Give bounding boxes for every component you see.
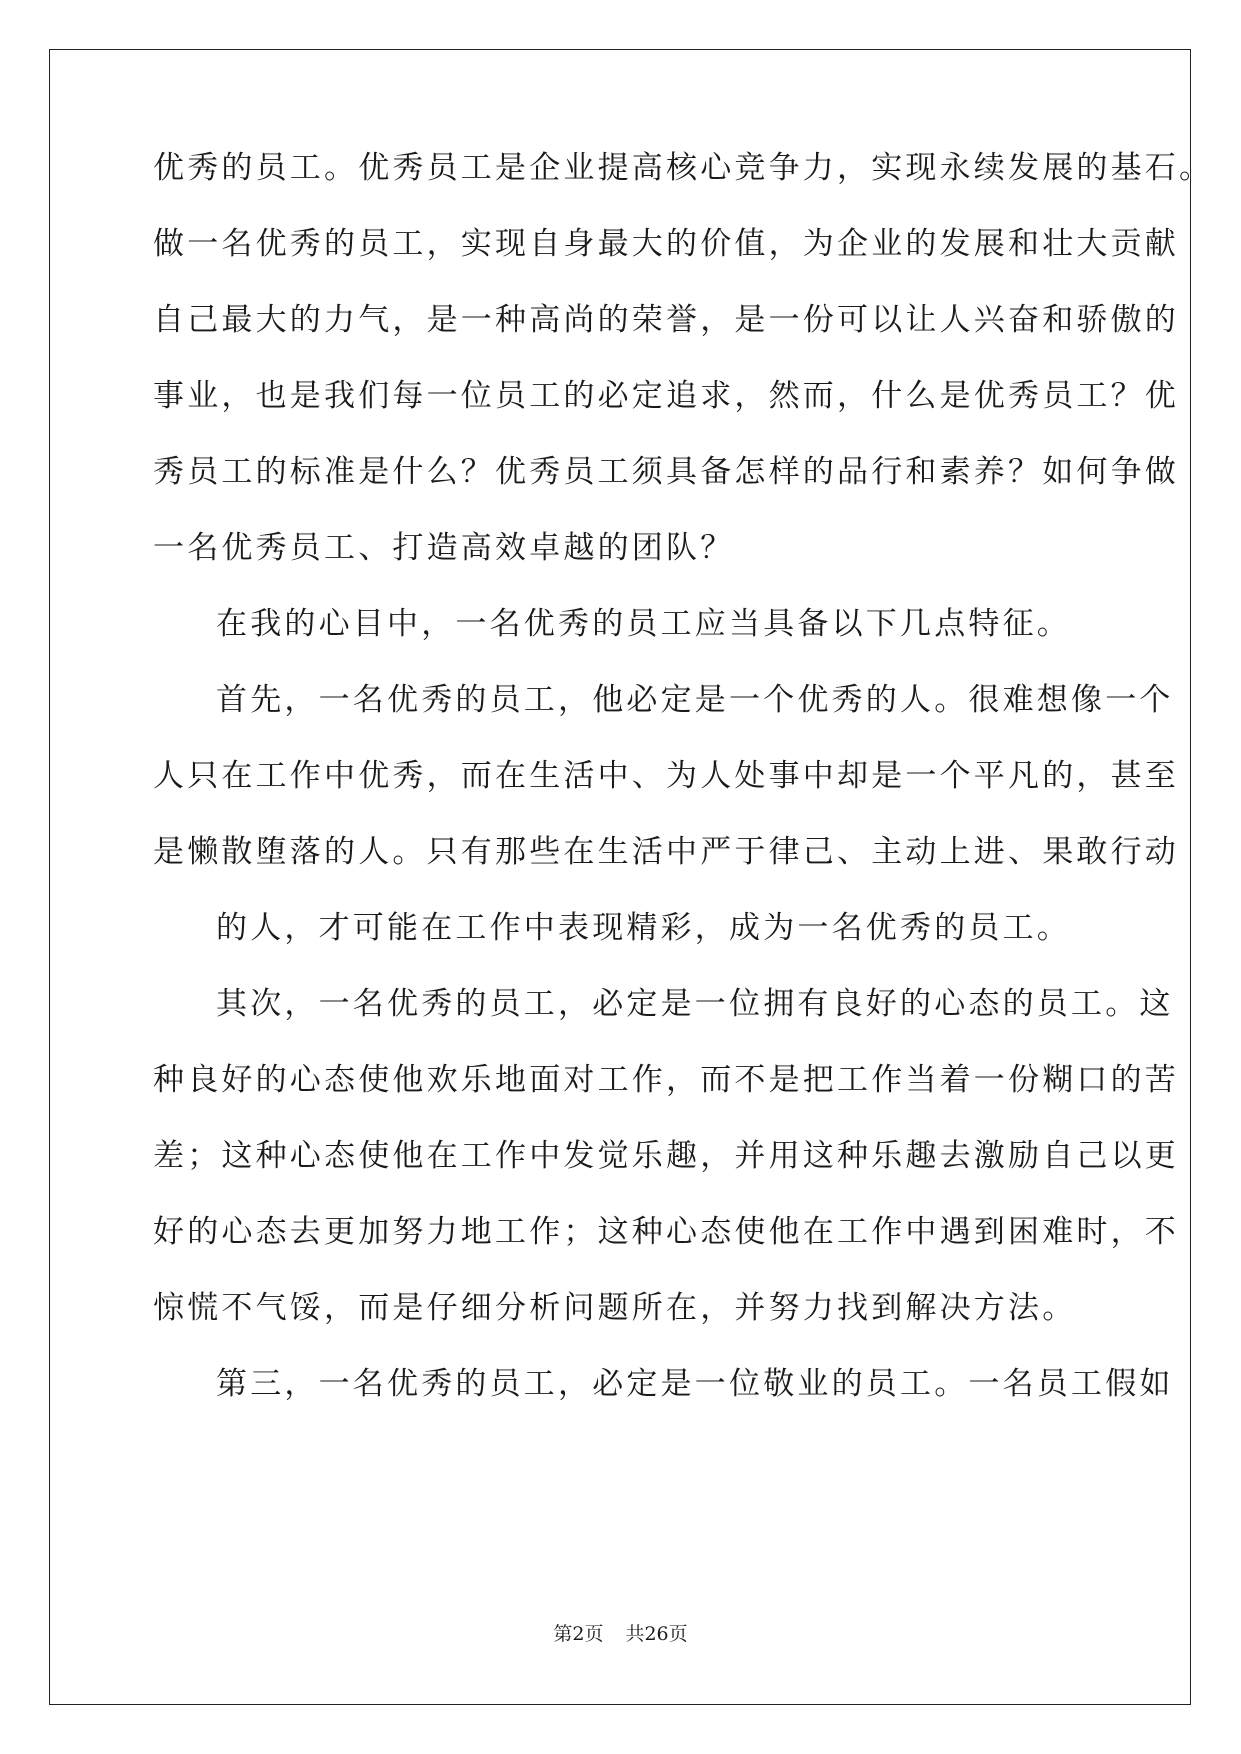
body-text-line: 是懒散堕落的人。只有那些在生活中严于律己、主动上进、果敢行动	[153, 834, 1179, 870]
body-text-line: 一名优秀员工、打造高效卓越的团队？	[153, 530, 735, 566]
body-text-line: 做一名优秀的员工，实现自身最大的价值，为企业的发展和壮大贡献	[153, 226, 1179, 262]
body-text-line: 其次，一名优秀的员工，必定是一位拥有良好的心态的员工。这	[216, 986, 1174, 1022]
body-text-line: 优秀的员工。优秀员工是企业提高核心竞争力，实现永续发展的基石。	[153, 150, 1214, 186]
page-total: 共26页	[625, 1623, 688, 1645]
body-text-line: 好的心态去更加努力地工作；这种心态使他在工作中遇到困难时，不	[153, 1214, 1179, 1250]
body-text-line: 种良好的心态使他欢乐地面对工作，而不是把工作当着一份糊口的苦	[153, 1062, 1179, 1098]
page-number: 第2页	[553, 1623, 604, 1645]
page-footer	[0, 1622, 1241, 1646]
body-text-line: 差；这种心态使他在工作中发觉乐趣，并用这种乐趣去激励自己以更	[153, 1138, 1179, 1174]
body-text-line: 事业，也是我们每一位员工的必定追求，然而，什么是优秀员工？优	[153, 378, 1179, 414]
body-text-line: 首先，一名优秀的员工，他必定是一个优秀的人。很难想像一个	[216, 682, 1174, 718]
page-frame	[49, 49, 1191, 1705]
body-text-line: 自己最大的力气，是一种高尚的荣誉，是一份可以让人兴奋和骄傲的	[153, 302, 1179, 338]
body-text-line: 第三，一名优秀的员工，必定是一位敬业的员工。一名员工假如	[216, 1366, 1174, 1402]
body-text-line: 惊慌不气馁，而是仔细分析问题所在，并努力找到解决方法。	[153, 1290, 1077, 1326]
body-text-line: 秀员工的标准是什么？优秀员工须具备怎样的品行和素养？如何争做	[153, 454, 1179, 490]
body-text-line: 人只在工作中优秀，而在生活中、为人处事中却是一个平凡的，甚至	[153, 758, 1179, 794]
body-text-line: 在我的心目中，一名优秀的员工应当具备以下几点特征。	[216, 606, 1071, 642]
body-text-line: 的人，才可能在工作中表现精彩，成为一名优秀的员工。	[216, 910, 1071, 946]
